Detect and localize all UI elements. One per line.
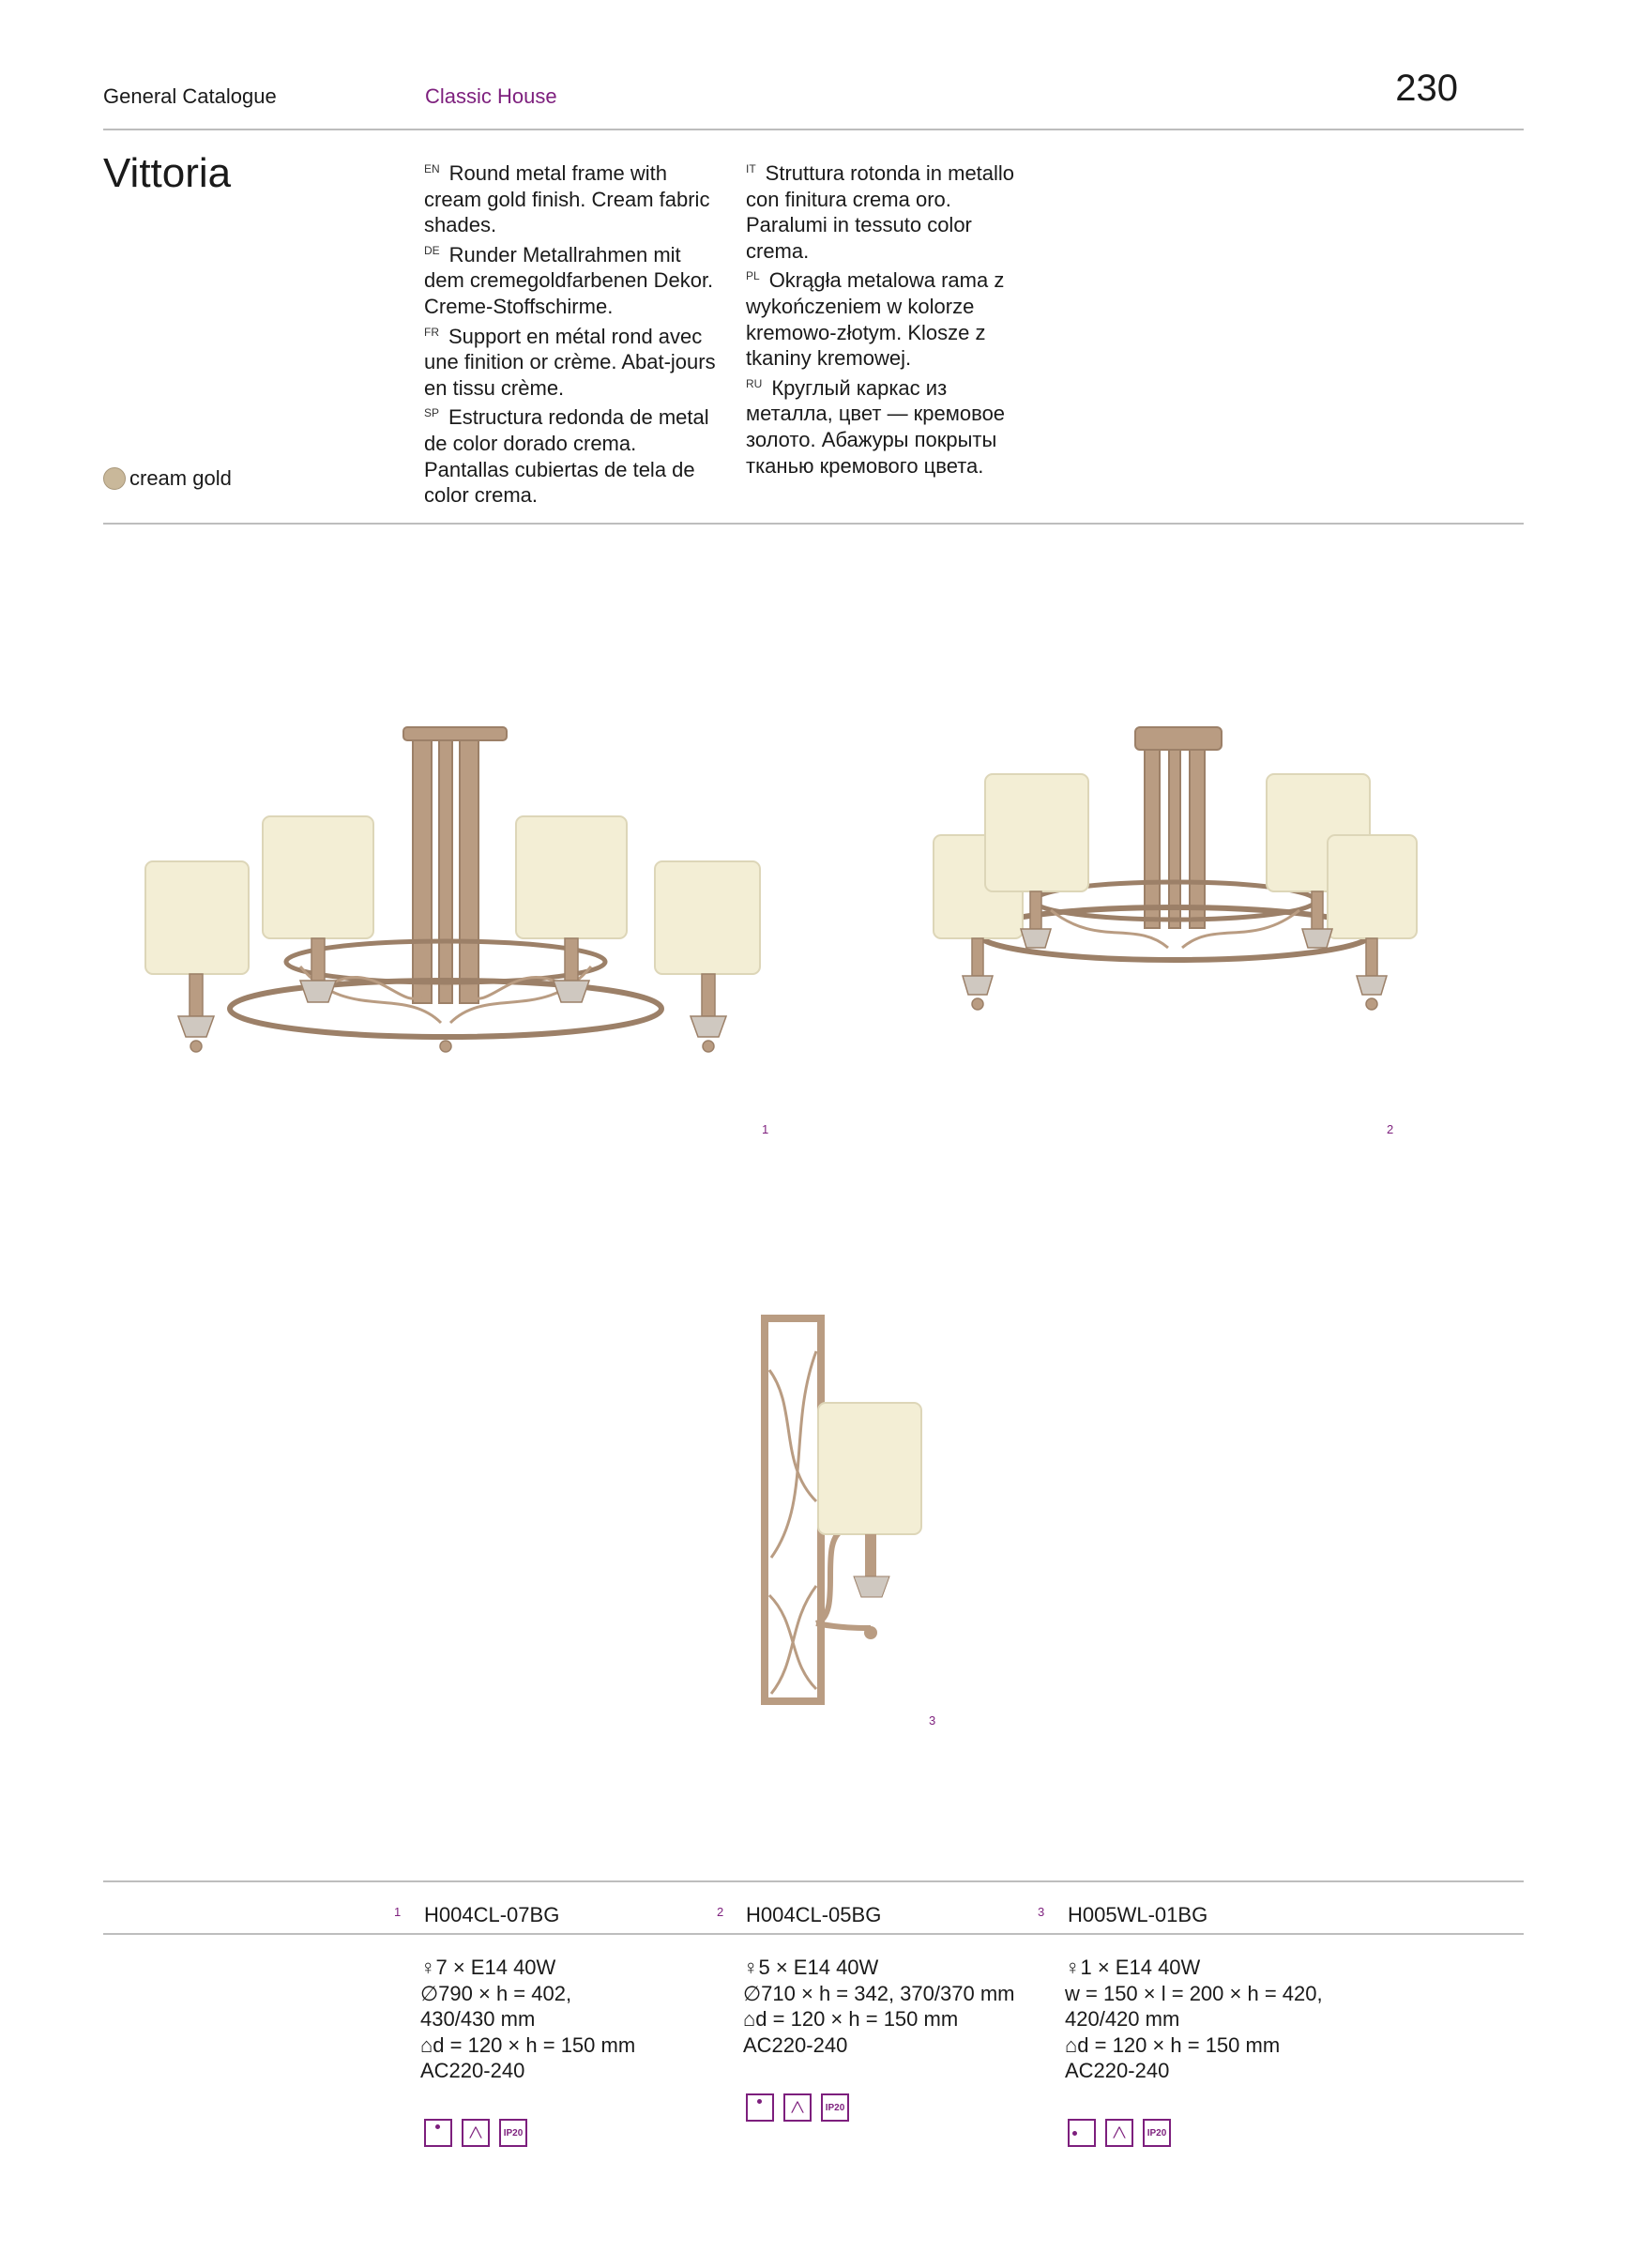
voltage-spec: AC220-240 <box>743 2032 848 2057</box>
dimension-line: ∅790 × h = 402, <box>420 1981 572 2005</box>
product-title: Vittoria <box>103 150 232 196</box>
lamp-spec: ♀7 × E14 40W <box>420 1956 556 1979</box>
bulb-icon: ♀ <box>743 1956 759 1979</box>
voltage-spec: AC220-240 <box>420 2059 525 2083</box>
chandelier-7-image <box>141 723 769 1117</box>
description-fr: $^{FR}$ Support en métal rond avec une finition or crème. Abat-jours en tissu crème. <box>424 324 716 400</box>
lamp-spec: ♀1 × E14 40W <box>1065 1956 1201 1979</box>
catalogue-label: General Catalogue <box>103 84 277 108</box>
cream-gold-swatch-icon <box>103 467 126 490</box>
dimension-line: ∅710 × h = 342, 370/370 mm <box>743 1981 1015 2005</box>
figure-label-2: 2 <box>1387 1122 1394 1136</box>
ip-rating-icon: IP20 <box>499 2119 527 2147</box>
item-specs-1 <box>420 1955 721 2084</box>
wall-lamp-image <box>760 1314 938 1708</box>
dimension-line: 430/430 mm <box>420 2007 536 2032</box>
page-number: 230 <box>1395 68 1458 109</box>
shade-spec: ⌂d = 120 × h = 150 mm <box>420 2032 636 2057</box>
description-sp: $^{SP}$ Estructura redonda de metal de color dorado crema. Pantallas cubiertas de tela de color crema. <box>424 405 709 508</box>
lamp-spec: ♀5 × E14 40W <box>743 1956 879 1979</box>
item-code-3: H005WL-01BG <box>1068 1903 1208 1926</box>
dimmable-icon: ╱╲ <box>462 2119 490 2147</box>
dimmable-icon: ╱╲ <box>783 2093 812 2122</box>
description-column-left <box>424 157 724 509</box>
description-divider <box>103 523 1524 525</box>
figure-label-1: 1 <box>762 1122 769 1136</box>
bulb-icon: ♀ <box>1065 1956 1081 1979</box>
specs-top-divider <box>103 1880 1524 1882</box>
shade-spec: ⌂d = 120 × h = 150 mm <box>1065 2032 1281 2057</box>
shade-icon: ⌂ <box>1065 2032 1078 2057</box>
item-index-3: 3 <box>1038 1905 1045 1919</box>
wall-mount-icon <box>1068 2119 1096 2147</box>
description-en: $^{EN}$ Round metal frame with cream gold finish. Cream fabric shades. <box>424 161 710 237</box>
header-divider <box>103 129 1524 130</box>
ceiling-mount-icon <box>746 2093 774 2122</box>
finish-label: cream gold <box>129 466 232 490</box>
collection-label: Classic House <box>425 84 557 108</box>
description-it: $^{IT}$ Struttura rotonda in metallo con finitura crema oro. Paralumi in tessuto color crema. <box>746 161 1015 263</box>
item-icons-3 <box>1068 2119 1180 2147</box>
finish-swatch <box>103 466 232 491</box>
item-specs-2 <box>743 1955 1043 2058</box>
item-index-2: 2 <box>717 1905 724 1919</box>
item-code-2: H004CL-05BG <box>746 1903 882 1926</box>
dimmable-icon: ╱╲ <box>1105 2119 1133 2147</box>
bulb-icon: ♀ <box>420 1956 436 1979</box>
item-specs-3 <box>1065 1955 1365 2084</box>
description-ru: $^{RU}$ Круглый каркас из металла, цвет — кремовое золото. Абажуры покрыты тканью кремового цвета. <box>746 375 1006 478</box>
dimension-line: w = 150 × l = 200 × h = 420, <box>1065 1981 1323 2005</box>
description-pl: $^{PL}$ Okrągła metalowa rama z wykończeniem w kolorze kremowo-złotym. Klosze z tkaniny kremowej. <box>746 268 1005 371</box>
item-index-1: 1 <box>394 1905 402 1919</box>
dimension-line: 420/420 mm <box>1065 2007 1180 2032</box>
shade-icon: ⌂ <box>420 2032 433 2057</box>
ip-rating-icon: IP20 <box>821 2093 849 2122</box>
shade-icon: ⌂ <box>743 2007 756 2032</box>
chandelier-5-image <box>929 723 1435 1051</box>
specs-header-divider <box>103 1933 1524 1935</box>
figure-label-3: 3 <box>929 1713 936 1728</box>
description-de: $^{DE}$ Runder Metallrahmen mit dem cremegoldfarbenen Dekor. Creme-Stoffschirme. <box>424 242 714 318</box>
description-column-right <box>746 157 1027 479</box>
item-code-1: H004CL-07BG <box>424 1903 560 1926</box>
voltage-spec: AC220-240 <box>1065 2059 1170 2083</box>
shade-spec: ⌂d = 120 × h = 150 mm <box>743 2007 959 2032</box>
ceiling-mount-icon <box>424 2119 452 2147</box>
ip-rating-icon: IP20 <box>1143 2119 1171 2147</box>
item-icons-2 <box>746 2093 858 2122</box>
item-icons-1 <box>424 2119 537 2147</box>
